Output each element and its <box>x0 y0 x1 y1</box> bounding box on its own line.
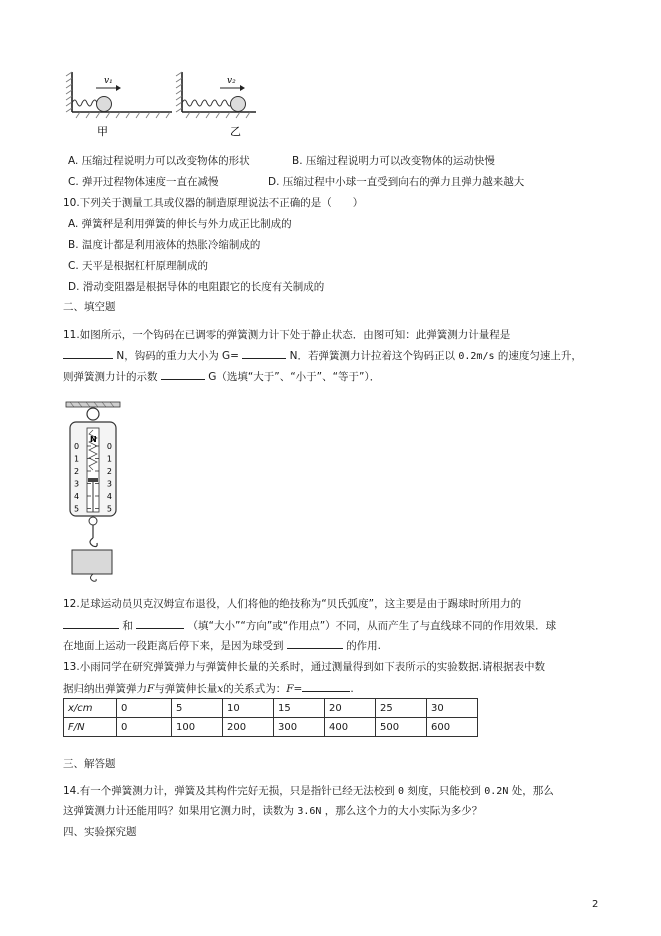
q13-data-table <box>63 698 478 737</box>
q11-text-e: G（选填“大于”、“小于”、“等于”）． <box>208 371 381 383</box>
q11-speed: 0.2m/s <box>458 351 495 362</box>
q13-text-b: 与弹簧伸长量 <box>154 683 218 695</box>
q13-text-c: 的关系式为： <box>223 683 287 695</box>
q12-text-and: 和 <box>122 620 133 632</box>
q14-offset-value: 0.2N <box>484 786 509 797</box>
scale-tick-label: 1 <box>74 454 80 464</box>
scale-tick-label: 3 <box>106 479 112 489</box>
v1-label: v₁ <box>104 76 113 86</box>
q9-option-a: A. 压缩过程说明力可以改变物体的形状 <box>68 155 250 167</box>
q11-blank-weight[interactable] <box>242 347 286 359</box>
q9-option-d: D. 压缩过程中小球一直受到向右的弹力且弹力越来越大 <box>268 176 525 188</box>
page-number: 2 <box>592 899 599 910</box>
table-row <box>64 718 478 737</box>
q11-line2 <box>63 347 582 364</box>
q10-option-c: C. 天平是根据杠杆原理制成的 <box>68 260 209 272</box>
q11-blank-range[interactable] <box>63 347 113 359</box>
q12-blank-1[interactable] <box>63 617 119 629</box>
q13-F-equals: F= <box>286 683 303 695</box>
scale-tick-label: 5 <box>106 504 112 514</box>
q12-text-b: （填“大小”“方向”或“作用点”）不同，从而产生了与直线球不同的作用效果．球 <box>187 620 557 632</box>
q14-line1 <box>63 784 554 799</box>
q13-line2 <box>63 680 354 696</box>
q13-text-a: 据归纳出弹簧弹力 <box>63 683 147 695</box>
q12-line2 <box>63 617 556 633</box>
q12-text-c: 在地面上运动一段距离后停下来，是因为球受到 <box>63 640 284 652</box>
table-cell: 200 <box>223 718 274 737</box>
table-cell: 30 <box>427 699 478 718</box>
table-cell: 300 <box>274 718 325 737</box>
v2-label: v₂ <box>227 76 236 86</box>
q11-line3 <box>63 368 380 384</box>
table-cell: 400 <box>325 718 376 737</box>
q12-line1: 12.足球运动员贝克汉姆宣布退役，人们将他的绝技称为“贝氏弧度”，这主要是由于踢球时所用力的 <box>63 598 522 610</box>
q12-line3 <box>63 637 381 653</box>
label-jia: 甲 <box>97 125 108 138</box>
table-cell: 15 <box>274 699 325 718</box>
figure-jia <box>66 72 172 138</box>
q14-text-e: ，那么这个力的大小实际为多少？ <box>324 805 483 817</box>
q12-blank-3[interactable] <box>287 637 343 649</box>
q9-option-b: B. 压缩过程说明力可以改变物体的运动快慢 <box>292 155 495 167</box>
q10-option-a: A. 弹簧秤是利用弹簧的伸长与外力成正比制成的 <box>68 218 292 230</box>
scale-tick-label: 5 <box>74 504 80 514</box>
q13-var-x: x <box>217 683 224 695</box>
q14-text-d: 这弹簧测力计还能用吗？如果用它测力时，读数为 <box>63 805 294 817</box>
scale-tick-label: 3 <box>74 479 80 489</box>
q11-text-c: 的速度匀速上升， <box>497 350 582 362</box>
figure-yi <box>176 72 256 138</box>
q14-text-c: 处，那么 <box>511 785 554 797</box>
q14-text-a: 14.有一个弹簧测力计，弹簧及其构件完好无损，只是指针已经无法校到 <box>63 785 395 797</box>
hook-weight <box>72 550 112 574</box>
q14-line2 <box>63 804 482 819</box>
scale-tick-label: 0 <box>106 442 112 451</box>
q13-period: . <box>350 683 354 695</box>
q10-stem: 10.下列关于测量工具或仪器的制造原理说法不正确的是（ ） <box>63 197 364 209</box>
section-heading-fill-in: 二、填空题 <box>63 301 116 313</box>
table-cell: 10 <box>223 699 274 718</box>
q10-option-d: D. 滑动变阻器是根据导体的电阻跟它的长度有关制成的 <box>68 281 325 293</box>
q14-text-b: 刻度，只能校到 <box>407 785 481 797</box>
q13-var-F: F <box>147 683 155 695</box>
table-cell: 100 <box>172 718 223 737</box>
scale-tick-label: 4 <box>106 492 112 501</box>
q13-blank-formula[interactable] <box>302 680 350 692</box>
table-cell: 0 <box>117 718 172 737</box>
table-cell: 25 <box>376 699 427 718</box>
scale-tick-label: 1 <box>106 454 112 464</box>
section-heading-answer: 三、解答题 <box>63 758 116 770</box>
spring-ball-figure <box>60 68 260 140</box>
table-cell: 20 <box>325 699 376 718</box>
q13-line1: 13.小雨同学在研究弹簧弹力与弹簧伸长量的关系时，通过测量得到如下表所示的实验数据.请根据表中数 <box>63 661 546 673</box>
scale-unit: N <box>90 435 97 444</box>
q9-option-c: C. 弹开过程物体速度一直在减慢 <box>68 176 219 188</box>
scale-tick-label: 2 <box>74 467 80 476</box>
spring-scale-figure <box>62 398 124 584</box>
q12-blank-2[interactable] <box>136 617 184 629</box>
q11-text-b: N．若弹簧测力计拉着这个钩码正以 <box>289 350 456 362</box>
q11-text-d: 则弹簧测力计的示数 <box>63 371 158 383</box>
q14-zero: 0 <box>398 786 405 797</box>
scale-tick-label: 0 <box>74 442 80 451</box>
q11-text-a: N，钩码的重力大小为 G= <box>116 350 239 362</box>
section-heading-experiment: 四、实验探究题 <box>63 826 137 838</box>
scale-tick-label: 4 <box>74 492 80 501</box>
table-cell: 600 <box>427 718 478 737</box>
q11-blank-compare[interactable] <box>161 368 205 380</box>
label-yi: 乙 <box>230 125 241 138</box>
q11-line1: 11.如图所示，一个钩码在已调零的弹簧测力计下处于静止状态．由图可知：此弹簧测力计量程是 <box>63 329 511 341</box>
q12-text-d: 的作用. <box>346 640 382 652</box>
table-header-F: F/N <box>64 718 117 737</box>
table-cell: 5 <box>172 699 223 718</box>
table-cell: 0 <box>117 699 172 718</box>
table-cell: 500 <box>376 718 427 737</box>
q14-reading-value: 3.6N <box>297 806 322 817</box>
table-header-x: x/cm <box>64 699 117 718</box>
q10-option-b: B. 温度计都是利用液体的热胀冷缩制成的 <box>68 239 261 251</box>
scale-tick-label: 2 <box>106 467 112 476</box>
table-row <box>64 699 478 718</box>
